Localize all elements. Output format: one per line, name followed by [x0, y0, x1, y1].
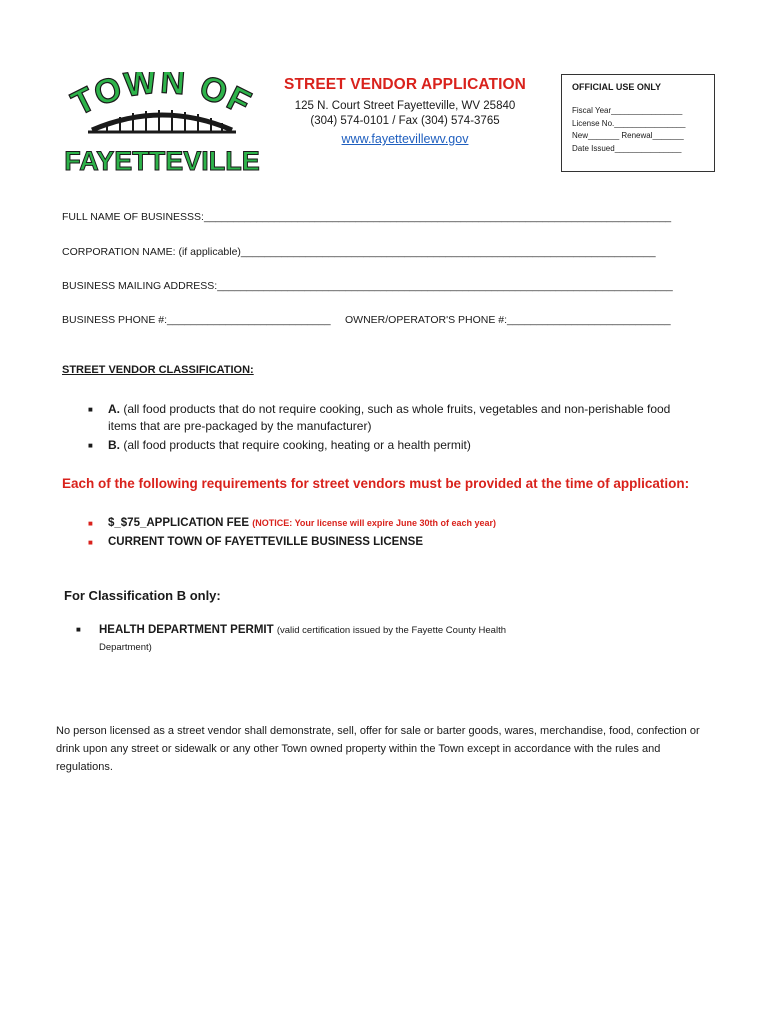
health-permit-label: HEALTH DEPARTMENT PERMIT [99, 624, 274, 636]
requirements-list [88, 514, 496, 552]
square-bullet-icon: ■ [76, 625, 81, 634]
list-item [88, 401, 688, 435]
official-use-box [561, 74, 715, 172]
official-use-title: OFFICIAL USE ONLY [572, 82, 662, 92]
square-bullet-icon: ■ [88, 519, 93, 528]
website-link[interactable]: www.fayettevillewv.gov [341, 132, 469, 146]
list-item [88, 514, 496, 533]
date-issued-field: Date Issued_______________ [572, 143, 682, 153]
logo-line2: FAYETTEVILLE [64, 146, 260, 176]
corporation-name-field[interactable]: CORPORATION NAME: (if applicable)_______________________________________________________________________ [62, 246, 656, 258]
classification-a-label: A. [108, 402, 120, 416]
town-logo [62, 72, 262, 182]
business-phone-field[interactable]: BUSINESS PHONE #:____________________________ [62, 314, 331, 326]
classification-b-heading: For Classification B only: [64, 588, 221, 603]
classification-heading: STREET VENDOR CLASSIFICATION: [62, 364, 254, 376]
license-no-field: License No.________________ [572, 118, 686, 128]
regulation-paragraph: No person licensed as a street vendor shall demonstrate, sell, offer for sale or barter goods, wares, merchandise, food, confection or drink upon any street or sidewalk or any other Town owned property within the Town except in accordance with the rules and regulations. [56, 725, 700, 773]
square-bullet-icon: ■ [88, 538, 93, 547]
business-license-requirement: CURRENT TOWN OF FAYETTEVILLE BUSINESS LICENSE [108, 536, 424, 548]
square-bullet-icon: ■ [88, 441, 93, 450]
header-phone-fax: (304) 574-0101 / Fax (304) 574-3765 [310, 115, 500, 127]
mailing-address-field[interactable]: BUSINESS MAILING ADDRESS:______________________________________________________________________________ [62, 280, 673, 292]
new-renewal-field: New_______ Renewal_______ [572, 131, 684, 140]
header-address: 125 N. Court Street Fayetteville, WV 25840 [294, 100, 516, 112]
classification-b-label: B. [108, 438, 120, 452]
classification-list [88, 401, 688, 454]
bridge-icon [88, 110, 236, 132]
fiscal-year-field: Fiscal Year________________ [572, 106, 683, 115]
business-name-field[interactable]: FULL NAME OF BUSINESSS:________________________________________________________________________________ [62, 211, 672, 223]
health-permit-item [76, 622, 556, 656]
health-permit-note: (valid certification issued by the Fayette County Health Department) [99, 625, 506, 653]
owner-phone-field[interactable]: OWNER/OPERATOR'S PHONE #:____________________________ [345, 314, 671, 326]
list-item [88, 533, 496, 552]
license-expiry-notice: (NOTICE: Your license will expire June 30th of each year) [252, 518, 496, 528]
square-bullet-icon: ■ [88, 405, 93, 414]
classification-a-text: (all food products that do not require cooking, such as whole fruits, vegetables and non-perishable food items that are pre-packaged by the manufacturer) [108, 402, 671, 433]
classification-b-text: (all food products that require cooking, heating or a health permit) [123, 438, 471, 452]
requirements-heading: Each of the following requirements for street vendors must be provided at the time of application: [62, 476, 690, 491]
page-title: STREET VENDOR APPLICATION [284, 76, 526, 93]
logo-line1: TOWN OF [65, 72, 259, 124]
logo-graphic [62, 72, 262, 182]
list-item [88, 437, 688, 454]
header [270, 76, 540, 148]
application-fee: $_$75_APPLICATION FEE [108, 517, 250, 529]
list-item [76, 622, 556, 656]
